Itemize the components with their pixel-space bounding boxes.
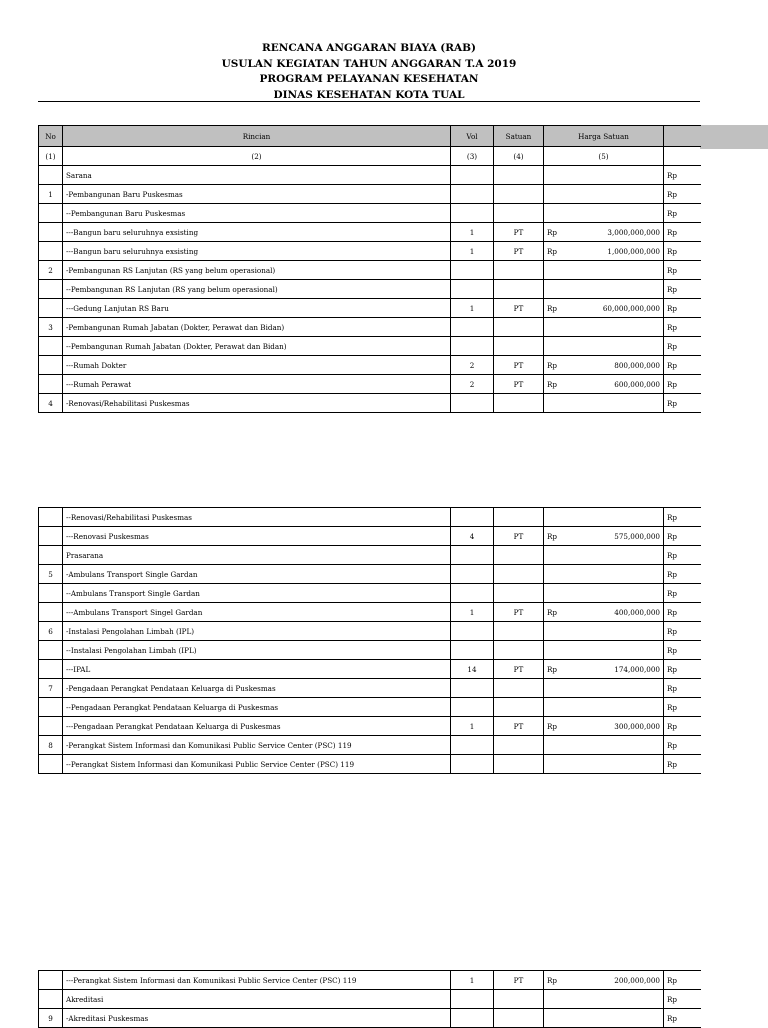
row-volume-cell bbox=[451, 641, 494, 660]
row-currency-cell bbox=[544, 990, 584, 1009]
row-total-currency-cell: Rp bbox=[664, 318, 701, 337]
row-number-cell bbox=[39, 356, 63, 375]
row-description-cell: ---Rumah Dokter bbox=[63, 356, 451, 375]
row-volume-cell bbox=[451, 508, 494, 527]
table-row bbox=[39, 622, 701, 641]
row-number-cell bbox=[39, 717, 63, 736]
table-row bbox=[39, 204, 701, 223]
row-price-cell: 174,000,000 bbox=[584, 660, 664, 679]
row-price-cell bbox=[584, 261, 664, 280]
table-row bbox=[39, 527, 701, 546]
row-number-cell bbox=[39, 280, 63, 299]
table-row bbox=[39, 356, 701, 375]
row-number-cell: 9 bbox=[39, 1009, 63, 1028]
table-row bbox=[39, 1009, 701, 1028]
row-total-currency-cell: Rp bbox=[664, 280, 701, 299]
budget-table-page-1 bbox=[38, 125, 701, 413]
row-unit-cell: PT bbox=[494, 375, 544, 394]
col-number-4: (4) bbox=[494, 147, 544, 166]
row-total-currency-cell: Rp bbox=[664, 261, 701, 280]
row-number-cell: 5 bbox=[39, 565, 63, 584]
row-description-cell: ---Perangkat Sistem Informasi dan Komunikasi Public Service Center (PSC) 119 bbox=[63, 971, 451, 990]
row-total-currency-cell: Rp bbox=[664, 622, 701, 641]
title-line-4: DINAS KESEHATAN KOTA TUAL bbox=[273, 88, 465, 101]
row-volume-cell: 2 bbox=[451, 356, 494, 375]
title-line-2: USULAN KEGIATAN TAHUN ANGGARAN T.A 2019 bbox=[221, 57, 517, 70]
row-volume-cell bbox=[451, 546, 494, 565]
row-unit-cell: PT bbox=[494, 971, 544, 990]
row-unit-cell bbox=[494, 280, 544, 299]
row-currency-cell: Rp bbox=[544, 299, 584, 318]
table-row bbox=[39, 318, 701, 337]
row-total-currency-cell: Rp bbox=[664, 527, 701, 546]
row-price-cell bbox=[584, 622, 664, 641]
row-volume-cell bbox=[451, 622, 494, 641]
row-description-cell: --Renovasi/Rehabilitasi Puskesmas bbox=[63, 508, 451, 527]
row-description-cell: Prasarana bbox=[63, 546, 451, 565]
header-overflow-cell bbox=[700, 125, 768, 149]
budget-table-page-3 bbox=[38, 970, 701, 1028]
row-number-cell: 2 bbox=[39, 261, 63, 280]
row-currency-cell bbox=[544, 508, 584, 527]
row-unit-cell: PT bbox=[494, 603, 544, 622]
row-price-cell bbox=[584, 679, 664, 698]
row-volume-cell bbox=[451, 755, 494, 774]
row-volume-cell: 1 bbox=[451, 299, 494, 318]
row-total-currency-cell: Rp bbox=[664, 223, 701, 242]
row-number-cell bbox=[39, 166, 63, 185]
row-volume-cell bbox=[451, 584, 494, 603]
row-currency-cell bbox=[544, 185, 584, 204]
table-row bbox=[39, 679, 701, 698]
row-volume-cell bbox=[451, 318, 494, 337]
row-number-cell: 4 bbox=[39, 394, 63, 413]
row-volume-cell bbox=[451, 166, 494, 185]
col-number-5: (5) bbox=[544, 147, 664, 166]
row-unit-cell bbox=[494, 622, 544, 641]
row-number-cell bbox=[39, 375, 63, 394]
col-header-satuan: Satuan bbox=[494, 126, 544, 147]
row-volume-cell bbox=[451, 565, 494, 584]
col-number-1: (1) bbox=[39, 147, 63, 166]
row-total-currency-cell: Rp bbox=[664, 166, 701, 185]
row-unit-cell bbox=[494, 679, 544, 698]
col-number-2: (2) bbox=[63, 147, 451, 166]
col-number-6 bbox=[664, 147, 701, 166]
title-line-3: PROGRAM PELAYANAN KESEHATAN bbox=[259, 73, 479, 85]
row-total-currency-cell: Rp bbox=[664, 755, 701, 774]
table-row bbox=[39, 584, 701, 603]
document-title bbox=[38, 41, 700, 103]
row-total-currency-cell: Rp bbox=[664, 679, 701, 698]
row-unit-cell bbox=[494, 1009, 544, 1028]
row-number-cell: 1 bbox=[39, 185, 63, 204]
table-row bbox=[39, 242, 701, 261]
col-header-jumlah bbox=[664, 126, 701, 147]
row-description-cell: --Perangkat Sistem Informasi dan Komunikasi Public Service Center (PSC) 119 bbox=[63, 755, 451, 774]
row-currency-cell: Rp bbox=[544, 717, 584, 736]
table-row bbox=[39, 546, 701, 565]
row-total-currency-cell: Rp bbox=[664, 717, 701, 736]
row-description-cell: -Ambulans Transport Single Gardan bbox=[63, 565, 451, 584]
row-currency-cell bbox=[544, 698, 584, 717]
row-currency-cell bbox=[544, 736, 584, 755]
col-header-harga: Harga Satuan bbox=[544, 126, 664, 147]
row-currency-cell: Rp bbox=[544, 356, 584, 375]
row-number-cell: 3 bbox=[39, 318, 63, 337]
row-total-currency-cell: Rp bbox=[664, 337, 701, 356]
row-unit-cell bbox=[494, 318, 544, 337]
row-unit-cell bbox=[494, 546, 544, 565]
row-number-cell bbox=[39, 603, 63, 622]
row-unit-cell: PT bbox=[494, 242, 544, 261]
row-number-cell: 6 bbox=[39, 622, 63, 641]
table-row bbox=[39, 223, 701, 242]
row-price-cell bbox=[584, 508, 664, 527]
table-header-row bbox=[39, 126, 701, 147]
row-description-cell: Sarana bbox=[63, 166, 451, 185]
row-number-cell bbox=[39, 242, 63, 261]
row-description-cell: -Akreditasi Puskesmas bbox=[63, 1009, 451, 1028]
budget-table-page-2 bbox=[38, 507, 701, 774]
row-currency-cell bbox=[544, 280, 584, 299]
row-unit-cell: PT bbox=[494, 299, 544, 318]
row-volume-cell: 1 bbox=[451, 717, 494, 736]
row-number-cell bbox=[39, 527, 63, 546]
row-price-cell bbox=[584, 990, 664, 1009]
row-total-currency-cell: Rp bbox=[664, 990, 701, 1009]
row-volume-cell bbox=[451, 280, 494, 299]
table-row bbox=[39, 755, 701, 774]
row-number-cell bbox=[39, 660, 63, 679]
row-currency-cell: Rp bbox=[544, 375, 584, 394]
row-description-cell: ---Rumah Perawat bbox=[63, 375, 451, 394]
row-description-cell: --Ambulans Transport Single Gardan bbox=[63, 584, 451, 603]
row-unit-cell: PT bbox=[494, 223, 544, 242]
row-unit-cell bbox=[494, 990, 544, 1009]
table-row bbox=[39, 280, 701, 299]
row-price-cell bbox=[584, 565, 664, 584]
row-price-cell: 800,000,000 bbox=[584, 356, 664, 375]
row-total-currency-cell: Rp bbox=[664, 584, 701, 603]
row-description-cell: --Pengadaan Perangkat Pendataan Keluarga di Puskesmas bbox=[63, 698, 451, 717]
row-unit-cell: PT bbox=[494, 717, 544, 736]
row-total-currency-cell: Rp bbox=[664, 603, 701, 622]
row-price-cell bbox=[584, 337, 664, 356]
row-volume-cell bbox=[451, 990, 494, 1009]
row-price-cell bbox=[584, 1009, 664, 1028]
row-description-cell: ---Bangun baru seluruhnya exsisting bbox=[63, 242, 451, 261]
row-description-cell: --Pembangunan RS Lanjutan (RS yang belum operasional) bbox=[63, 280, 451, 299]
row-price-cell bbox=[584, 641, 664, 660]
row-total-currency-cell: Rp bbox=[664, 394, 701, 413]
row-currency-cell bbox=[544, 641, 584, 660]
row-description-cell: --Pembangunan Rumah Jabatan (Dokter, Perawat dan Bidan) bbox=[63, 337, 451, 356]
row-description-cell: ---Renovasi Puskesmas bbox=[63, 527, 451, 546]
table-row bbox=[39, 508, 701, 527]
col-header-vol: Vol bbox=[451, 126, 494, 147]
row-volume-cell bbox=[451, 261, 494, 280]
row-currency-cell bbox=[544, 679, 584, 698]
row-unit-cell bbox=[494, 394, 544, 413]
row-number-cell: 8 bbox=[39, 736, 63, 755]
row-currency-cell bbox=[544, 622, 584, 641]
row-price-cell bbox=[584, 394, 664, 413]
row-volume-cell: 1 bbox=[451, 223, 494, 242]
row-description-cell: -Pengadaan Perangkat Pendataan Keluarga di Puskesmas bbox=[63, 679, 451, 698]
row-description-cell: ---Ambulans Transport Singel Gardan bbox=[63, 603, 451, 622]
row-price-cell: 400,000,000 bbox=[584, 603, 664, 622]
row-volume-cell: 1 bbox=[451, 971, 494, 990]
row-currency-cell bbox=[544, 546, 584, 565]
row-unit-cell: PT bbox=[494, 527, 544, 546]
row-description-cell: ---Gedung Lanjutan RS Baru bbox=[63, 299, 451, 318]
row-total-currency-cell: Rp bbox=[664, 698, 701, 717]
table-row bbox=[39, 990, 701, 1009]
row-price-cell bbox=[584, 166, 664, 185]
row-price-cell: 60,000,000,000 bbox=[584, 299, 664, 318]
row-unit-cell bbox=[494, 755, 544, 774]
row-unit-cell bbox=[494, 641, 544, 660]
row-description-cell: -Perangkat Sistem Informasi dan Komunikasi Public Service Center (PSC) 119 bbox=[63, 736, 451, 755]
row-unit-cell bbox=[494, 736, 544, 755]
row-currency-cell bbox=[544, 204, 584, 223]
row-currency-cell bbox=[544, 337, 584, 356]
table-row bbox=[39, 717, 701, 736]
row-unit-cell bbox=[494, 337, 544, 356]
row-description-cell: ---IPAL bbox=[63, 660, 451, 679]
row-number-cell bbox=[39, 299, 63, 318]
col-number-3: (3) bbox=[451, 147, 494, 166]
table-row bbox=[39, 261, 701, 280]
row-total-currency-cell: Rp bbox=[664, 641, 701, 660]
row-number-cell bbox=[39, 223, 63, 242]
table-row bbox=[39, 603, 701, 622]
row-unit-cell bbox=[494, 185, 544, 204]
row-price-cell: 300,000,000 bbox=[584, 717, 664, 736]
row-volume-cell: 4 bbox=[451, 527, 494, 546]
row-total-currency-cell: Rp bbox=[664, 356, 701, 375]
row-total-currency-cell: Rp bbox=[664, 971, 701, 990]
row-number-cell bbox=[39, 508, 63, 527]
row-price-cell: 3,000,000,000 bbox=[584, 223, 664, 242]
table-row bbox=[39, 185, 701, 204]
table-row bbox=[39, 166, 701, 185]
row-total-currency-cell: Rp bbox=[664, 242, 701, 261]
row-price-cell bbox=[584, 546, 664, 565]
row-number-cell bbox=[39, 546, 63, 565]
row-description-cell: -Pembangunan RS Lanjutan (RS yang belum operasional) bbox=[63, 261, 451, 280]
table-row bbox=[39, 736, 701, 755]
row-total-currency-cell: Rp bbox=[664, 508, 701, 527]
row-volume-cell bbox=[451, 736, 494, 755]
row-volume-cell bbox=[451, 698, 494, 717]
row-unit-cell bbox=[494, 584, 544, 603]
row-price-cell: 200,000,000 bbox=[584, 971, 664, 990]
row-description-cell: ---Bangun baru seluruhnya exsisting bbox=[63, 223, 451, 242]
title-divider bbox=[38, 101, 700, 102]
col-header-rincian: Rincian bbox=[63, 126, 451, 147]
row-total-currency-cell: Rp bbox=[664, 1009, 701, 1028]
row-price-cell bbox=[584, 318, 664, 337]
row-description-cell: --Pembangunan Baru Puskesmas bbox=[63, 204, 451, 223]
row-unit-cell bbox=[494, 204, 544, 223]
row-price-cell bbox=[584, 280, 664, 299]
row-volume-cell bbox=[451, 204, 494, 223]
row-total-currency-cell: Rp bbox=[664, 299, 701, 318]
row-currency-cell: Rp bbox=[544, 223, 584, 242]
row-unit-cell bbox=[494, 508, 544, 527]
row-price-cell bbox=[584, 185, 664, 204]
row-currency-cell bbox=[544, 565, 584, 584]
row-number-cell bbox=[39, 641, 63, 660]
row-number-cell bbox=[39, 698, 63, 717]
row-currency-cell: Rp bbox=[544, 971, 584, 990]
row-number-cell bbox=[39, 337, 63, 356]
row-currency-cell: Rp bbox=[544, 527, 584, 546]
row-total-currency-cell: Rp bbox=[664, 565, 701, 584]
row-number-cell bbox=[39, 990, 63, 1009]
row-unit-cell bbox=[494, 565, 544, 584]
row-description-cell: ---Pengadaan Perangkat Pendataan Keluarga di Puskesmas bbox=[63, 717, 451, 736]
table-row bbox=[39, 299, 701, 318]
row-total-currency-cell: Rp bbox=[664, 546, 701, 565]
row-currency-cell bbox=[544, 584, 584, 603]
row-number-cell bbox=[39, 971, 63, 990]
row-price-cell bbox=[584, 736, 664, 755]
row-volume-cell: 1 bbox=[451, 603, 494, 622]
row-description-cell: -Instalasi Pengolahan Limbah (IPL) bbox=[63, 622, 451, 641]
row-number-cell bbox=[39, 584, 63, 603]
table-row bbox=[39, 375, 701, 394]
table-number-row bbox=[39, 147, 701, 166]
row-total-currency-cell: Rp bbox=[664, 375, 701, 394]
table-row bbox=[39, 698, 701, 717]
row-volume-cell bbox=[451, 679, 494, 698]
row-volume-cell bbox=[451, 185, 494, 204]
row-total-currency-cell: Rp bbox=[664, 736, 701, 755]
row-number-cell: 7 bbox=[39, 679, 63, 698]
row-price-cell: 575,000,000 bbox=[584, 527, 664, 546]
row-description-cell: --Instalasi Pengolahan Limbah (IPL) bbox=[63, 641, 451, 660]
row-description-cell: Akreditasi bbox=[63, 990, 451, 1009]
table-row bbox=[39, 971, 701, 990]
row-price-cell bbox=[584, 698, 664, 717]
row-total-currency-cell: Rp bbox=[664, 185, 701, 204]
row-unit-cell bbox=[494, 698, 544, 717]
row-volume-cell: 1 bbox=[451, 242, 494, 261]
row-currency-cell bbox=[544, 261, 584, 280]
table-row bbox=[39, 565, 701, 584]
row-currency-cell: Rp bbox=[544, 242, 584, 261]
row-volume-cell bbox=[451, 394, 494, 413]
row-unit-cell bbox=[494, 166, 544, 185]
row-number-cell bbox=[39, 204, 63, 223]
row-total-currency-cell: Rp bbox=[664, 660, 701, 679]
row-volume-cell: 14 bbox=[451, 660, 494, 679]
title-line-1: RENCANA ANGGARAN BIAYA (RAB) bbox=[262, 42, 476, 54]
row-currency-cell: Rp bbox=[544, 660, 584, 679]
row-volume-cell bbox=[451, 337, 494, 356]
row-currency-cell bbox=[544, 755, 584, 774]
row-volume-cell bbox=[451, 1009, 494, 1028]
row-currency-cell bbox=[544, 394, 584, 413]
row-currency-cell: Rp bbox=[544, 603, 584, 622]
row-volume-cell: 2 bbox=[451, 375, 494, 394]
row-total-currency-cell: Rp bbox=[664, 204, 701, 223]
row-price-cell bbox=[584, 755, 664, 774]
row-price-cell bbox=[584, 204, 664, 223]
row-description-cell: -Pembangunan Rumah Jabatan (Dokter, Perawat dan Bidan) bbox=[63, 318, 451, 337]
row-currency-cell bbox=[544, 318, 584, 337]
row-currency-cell bbox=[544, 1009, 584, 1028]
table-row bbox=[39, 337, 701, 356]
row-unit-cell: PT bbox=[494, 356, 544, 375]
table-row bbox=[39, 660, 701, 679]
row-unit-cell bbox=[494, 261, 544, 280]
row-price-cell: 1,000,000,000 bbox=[584, 242, 664, 261]
row-number-cell bbox=[39, 755, 63, 774]
col-header-no: No bbox=[39, 126, 63, 147]
row-currency-cell bbox=[544, 166, 584, 185]
row-unit-cell: PT bbox=[494, 660, 544, 679]
row-price-cell bbox=[584, 584, 664, 603]
table-row bbox=[39, 394, 701, 413]
row-price-cell: 600,000,000 bbox=[584, 375, 664, 394]
table-row bbox=[39, 641, 701, 660]
row-description-cell: -Renovasi/Rehabilitasi Puskesmas bbox=[63, 394, 451, 413]
row-description-cell: -Pembangunan Baru Puskesmas bbox=[63, 185, 451, 204]
